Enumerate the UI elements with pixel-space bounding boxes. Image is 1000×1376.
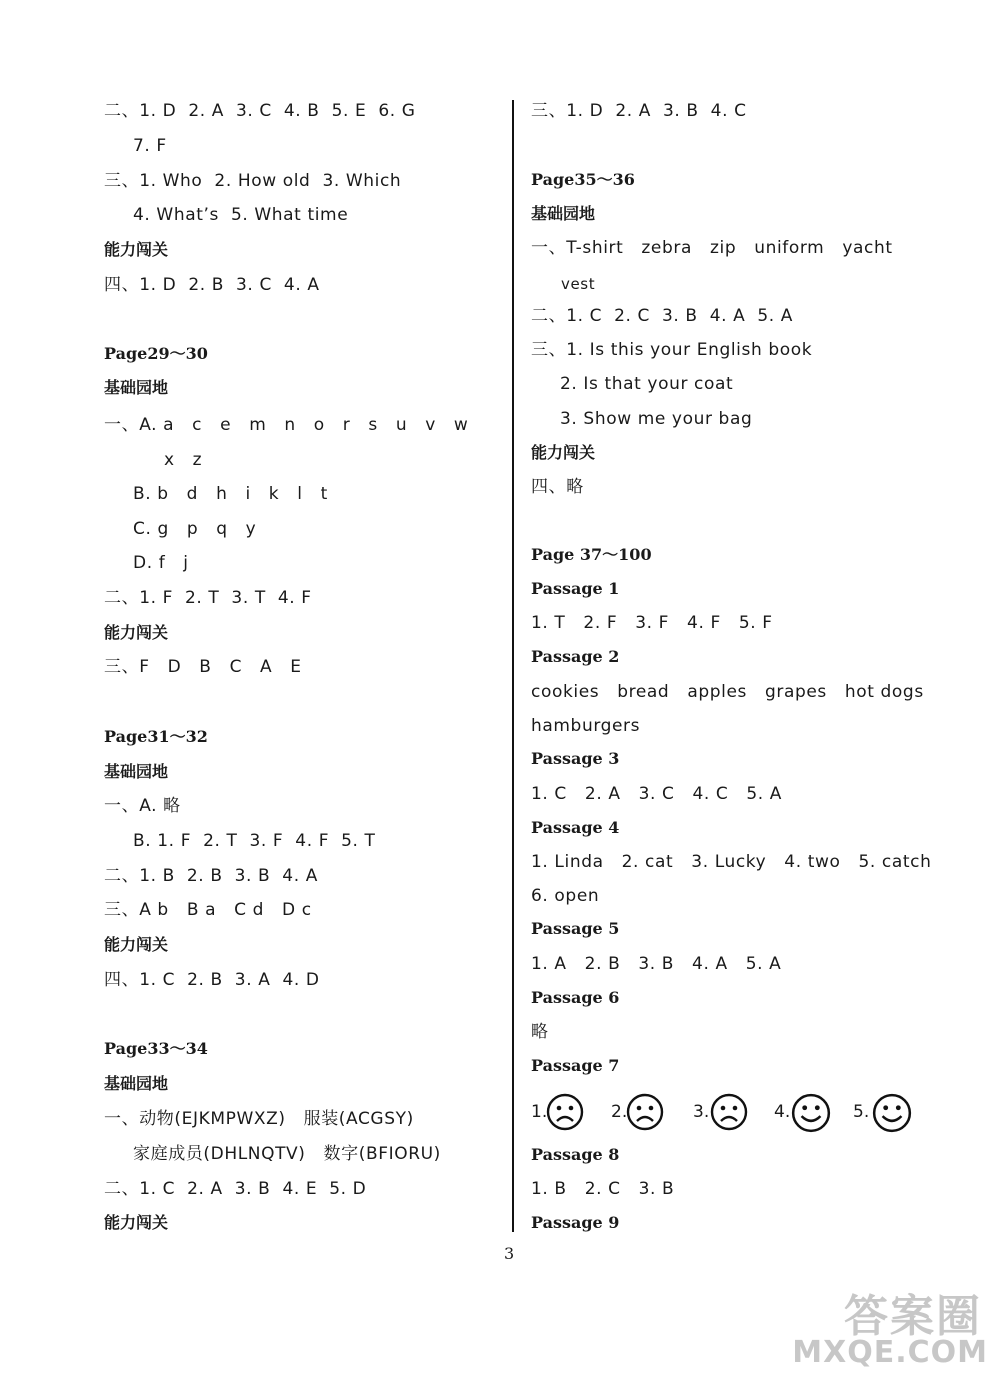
section-heading: 基础园地 — [104, 762, 169, 781]
watermark-text-bottom: MXQE.COM — [792, 1335, 988, 1370]
answer-line: B. b d h i k l t — [133, 484, 328, 504]
passage-heading: Passage 4 — [531, 818, 620, 837]
answer-line: 一、A. a c e m n o r s u v w — [104, 415, 469, 435]
answer-line: 三、F D B C A E — [104, 657, 302, 677]
answer-line: 一、T-shirt zebra zip uniform yacht — [531, 238, 893, 258]
answer-line: 四、1. C 2. B 3. A 4. D — [104, 970, 320, 990]
section-heading: 能力闯关 — [531, 443, 596, 462]
sad-face-icon — [625, 1092, 665, 1132]
answer-line: 二、1. F 2. T 3. T 4. F — [104, 588, 312, 608]
answer-line: 二、1. C 2. C 3. B 4. A 5. A — [531, 306, 794, 326]
passage-heading: Passage 8 — [531, 1145, 620, 1164]
answer-line: 2. Is that your coat — [560, 374, 734, 394]
face-number: 2. — [611, 1102, 628, 1122]
answer-line: 3. Show me your bag — [560, 409, 753, 429]
passage-heading: Passage 6 — [531, 988, 620, 1007]
answer-line: 4. What’s 5. What time — [133, 205, 349, 225]
face-number: 3. — [693, 1102, 710, 1122]
answer-line: 1. C 2. A 3. C 4. C 5. A — [531, 784, 783, 804]
answer-line: x z — [164, 450, 203, 470]
happy-face-icon — [790, 1092, 832, 1134]
answer-line: D. f j — [133, 553, 189, 573]
answer-line: 三、1. Is this your English book — [531, 340, 813, 360]
answer-line: 三、A b B a C d D c — [104, 900, 312, 920]
watermark-logo — [792, 1280, 992, 1370]
section-heading: 能力闯关 — [104, 935, 169, 954]
answer-line: cookies bread apples grapes hot dogs — [531, 682, 924, 702]
page-range-heading: Page31～32 — [104, 727, 208, 746]
section-heading: 能力闯关 — [104, 1213, 169, 1232]
answer-line: 四、1. D 2. B 3. C 4. A — [104, 275, 320, 295]
answer-line: 6. open — [531, 886, 600, 906]
sad-face-icon — [709, 1092, 749, 1132]
answer-line: 二、1. C 2. A 3. B 4. E 5. D — [104, 1179, 367, 1199]
section-heading: 能力闯关 — [104, 240, 169, 259]
passage-heading: Passage 9 — [531, 1213, 620, 1232]
page-range-heading: Page 37～100 — [531, 545, 652, 564]
answer-line: 一、A. 略 — [104, 796, 181, 816]
face-number: 5. — [853, 1102, 870, 1122]
answer-line: 二、1. D 2. A 3. C 4. B 5. E 6. G — [104, 101, 416, 121]
section-heading: 基础园地 — [104, 1074, 169, 1093]
answer-line: 1. T 2. F 3. F 4. F 5. F — [531, 613, 773, 633]
passage-heading: Passage 5 — [531, 919, 620, 938]
answer-line: hamburgers — [531, 716, 641, 736]
answer-line: 1. A 2. B 3. B 4. A 5. A — [531, 954, 782, 974]
answer-line: 略 — [531, 1022, 549, 1042]
answer-line: 四、略 — [531, 477, 584, 497]
section-heading: 基础园地 — [104, 378, 169, 397]
answer-line: 家庭成员(DHLNQTV) 数字(BFIORU) — [133, 1144, 441, 1164]
passage-heading: Passage 3 — [531, 749, 620, 768]
watermark-text-top: 答案圈 — [844, 1291, 982, 1342]
passage-heading: Passage 1 — [531, 579, 620, 598]
answer-line: 1. B 2. C 3. B — [531, 1179, 675, 1199]
answer-line: 1. Linda 2. cat 3. Lucky 4. two 5. catch — [531, 852, 932, 872]
section-heading: 能力闯关 — [104, 623, 169, 642]
passage-heading: Passage 7 — [531, 1056, 620, 1075]
answer-line: B. 1. F 2. T 3. F 4. F 5. T — [133, 831, 376, 851]
happy-face-icon — [871, 1092, 913, 1134]
section-heading: 基础园地 — [531, 204, 596, 223]
answer-line: 三、1. D 2. A 3. B 4. C — [531, 101, 747, 121]
page-range-heading: Page29～30 — [104, 344, 208, 363]
answer-line: vest — [561, 275, 596, 293]
answer-line: 一、动物(EJKMPWXZ) 服装(ACGSY) — [104, 1109, 414, 1129]
answer-line: 7. F — [133, 136, 167, 156]
column-divider — [512, 100, 514, 1232]
answer-line: 三、1. Who 2. How old 3. Which — [104, 171, 402, 191]
page-number: 3 — [504, 1244, 515, 1263]
answer-line: C. g p q y — [133, 519, 257, 539]
face-number: 4. — [774, 1102, 791, 1122]
passage-heading: Passage 2 — [531, 647, 620, 666]
answer-line: 二、1. B 2. B 3. B 4. A — [104, 866, 318, 886]
sad-face-icon — [545, 1092, 585, 1132]
page-range-heading: Page33～34 — [104, 1039, 208, 1058]
face-number: 1. — [531, 1102, 548, 1122]
page-range-heading: Page35～36 — [531, 170, 635, 189]
